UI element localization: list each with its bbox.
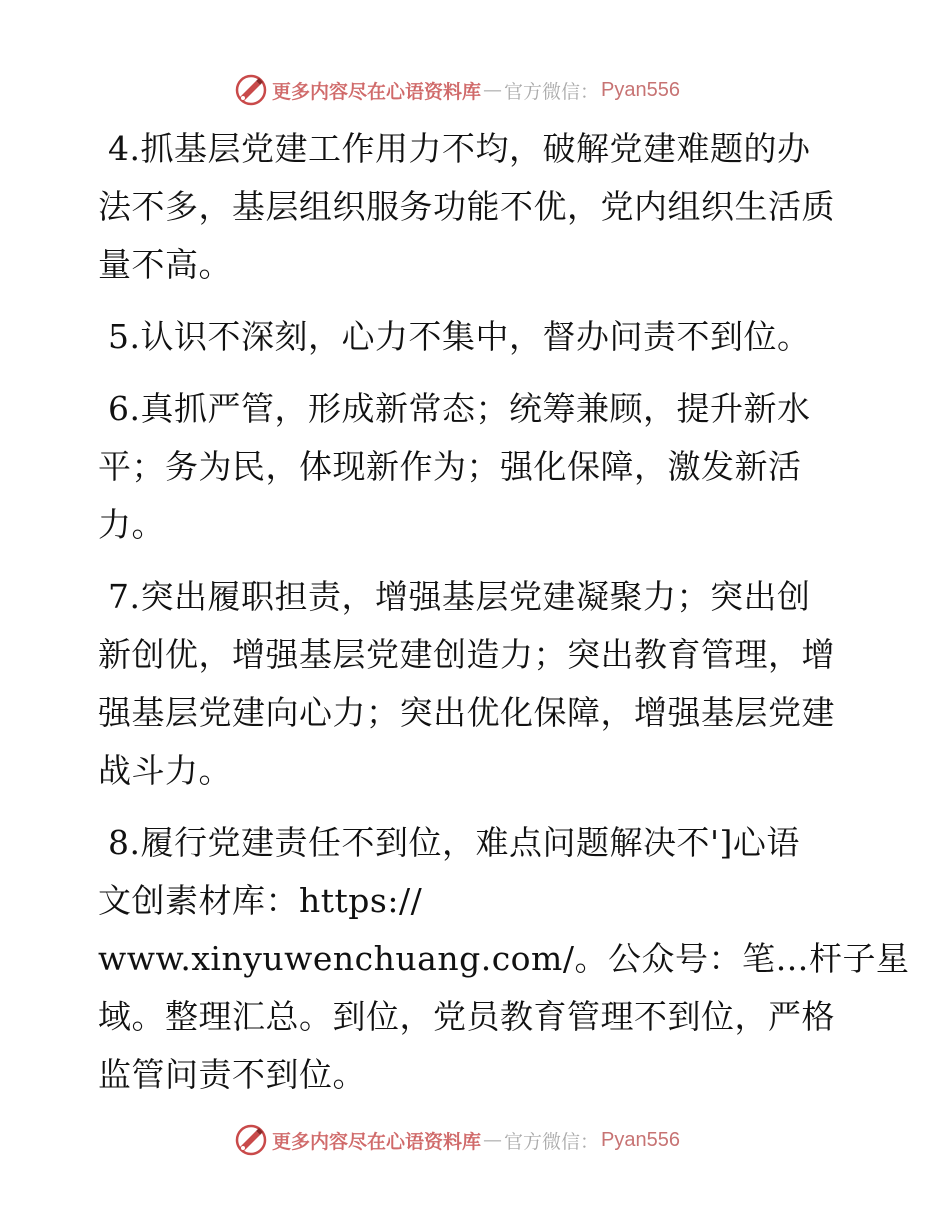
paragraph-item-5 (98, 308, 850, 366)
paragraph-line: 强基层党建向心力；突出优化保障，增强基层党建 (98, 693, 835, 732)
paragraph-item-8 (98, 814, 910, 1104)
pen-logo-icon (234, 1123, 268, 1157)
paragraph-line: 监管问责不到位。 (98, 1055, 366, 1094)
paragraph-item-6 (98, 380, 850, 554)
banner-dash: — (483, 1129, 503, 1151)
paragraph-line: 力。 (98, 505, 165, 544)
paragraph-line: 6.真抓严管，形成新常态；统筹兼顾，提升新水 (108, 389, 811, 428)
banner-sub-text: 官方微信： (504, 80, 600, 103)
paragraph-line: 战斗力。 (98, 751, 232, 790)
banner-main-text: 更多内容尽在心语资料库 (272, 1130, 482, 1153)
paragraph-line: 新创优，增强基层党建创造力；突出教育管理，增 (98, 635, 835, 674)
paragraph-line: 8.履行党建责任不到位，难点问题解决不']心语 (108, 823, 800, 862)
paragraph-line: 量不高。 (98, 245, 232, 284)
footer-banner (234, 1120, 680, 1160)
banner-wechat-id: Pyan556 (601, 78, 680, 101)
paragraph-line: 4.抓基层党建工作用力不均，破解党建难题的办 (108, 129, 811, 168)
paragraph-line: 法不多，基层组织服务功能不优，党内组织生活质 (98, 187, 835, 226)
banner-wechat-id: Pyan556 (601, 1128, 680, 1151)
paragraph-item-7 (98, 568, 850, 800)
banner-sub-text: 官方微信： (504, 1130, 600, 1153)
paragraph-line: 7.突出履职担责，增强基层党建凝聚力；突出创 (108, 577, 811, 616)
paragraph-line: 平；务为民，体现新作为；强化保障，激发新活 (98, 447, 802, 486)
document-body (98, 120, 910, 1118)
paragraph-line: 文创素材库：https:// (98, 881, 423, 920)
banner-dash: — (483, 79, 503, 101)
pen-logo-icon (234, 73, 268, 107)
paragraph-line: 5.认识不深刻，心力不集中，督办问责不到位。 (108, 317, 811, 356)
paragraph-line: www.xinyuwenchuang.com/。公众号：笔…杆子星 (98, 939, 910, 978)
banner-main-text: 更多内容尽在心语资料库 (272, 80, 482, 103)
header-banner (234, 70, 680, 110)
paragraph-item-4 (98, 120, 850, 294)
paragraph-line: 域。整理汇总。到位，党员教育管理不到位，严格 (98, 997, 835, 1036)
